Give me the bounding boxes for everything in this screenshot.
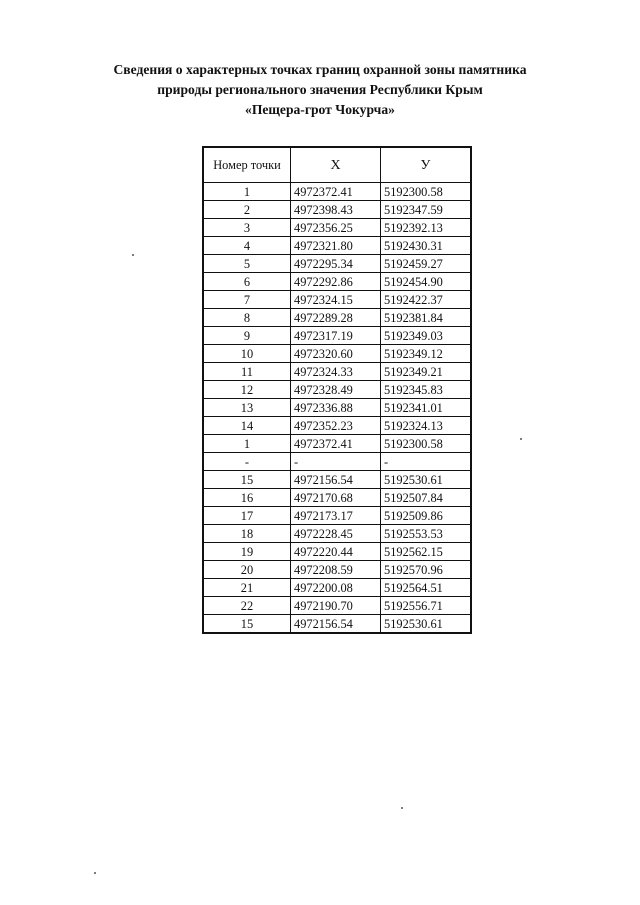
cell-point-number: 1 — [203, 183, 291, 201]
table-row — [203, 615, 471, 634]
table-row — [203, 507, 471, 525]
scan-speck — [520, 438, 522, 440]
cell-x: 4972372.41 — [291, 435, 381, 453]
cell-x: 4972190.70 — [291, 597, 381, 615]
cell-point-number: 17 — [203, 507, 291, 525]
cell-y: - — [381, 453, 472, 471]
cell-x: - — [291, 453, 381, 471]
cell-y: 5192345.83 — [381, 381, 472, 399]
cell-point-number: 15 — [203, 471, 291, 489]
table-row — [203, 417, 471, 435]
title-line-2: природы регионального значения Республики Крым — [157, 82, 483, 97]
cell-point-number: 6 — [203, 273, 291, 291]
cell-point-number: 21 — [203, 579, 291, 597]
table-row — [203, 183, 471, 201]
scan-speck — [94, 872, 96, 874]
cell-point-number: 14 — [203, 417, 291, 435]
cell-point-number: 11 — [203, 363, 291, 381]
table-row — [203, 561, 471, 579]
table-row — [203, 471, 471, 489]
table-row — [203, 579, 471, 597]
cell-point-number: 16 — [203, 489, 291, 507]
cell-y: 5192570.96 — [381, 561, 472, 579]
table-row — [203, 381, 471, 399]
cell-x: 4972156.54 — [291, 471, 381, 489]
cell-y: 5192430.31 — [381, 237, 472, 255]
cell-x: 4972170.68 — [291, 489, 381, 507]
cell-y: 5192324.13 — [381, 417, 472, 435]
cell-y: 5192459.27 — [381, 255, 472, 273]
cell-x: 4972321.80 — [291, 237, 381, 255]
cell-x: 4972289.28 — [291, 309, 381, 327]
cell-point-number: 3 — [203, 219, 291, 237]
cell-x: 4972220.44 — [291, 543, 381, 561]
cell-point-number: 15 — [203, 615, 291, 634]
cell-y: 5192530.61 — [381, 615, 472, 634]
cell-y: 5192349.03 — [381, 327, 472, 345]
header-y: У — [381, 147, 472, 183]
cell-y: 5192564.51 — [381, 579, 472, 597]
cell-x: 4972352.23 — [291, 417, 381, 435]
table-row — [203, 237, 471, 255]
cell-x: 4972200.08 — [291, 579, 381, 597]
header-point-number: Номер точки — [203, 147, 291, 183]
table-row — [203, 345, 471, 363]
cell-x: 4972208.59 — [291, 561, 381, 579]
cell-x: 4972324.33 — [291, 363, 381, 381]
cell-y: 5192454.90 — [381, 273, 472, 291]
cell-y: 5192347.59 — [381, 201, 472, 219]
cell-y: 5192300.58 — [381, 435, 472, 453]
cell-x: 4972156.54 — [291, 615, 381, 634]
cell-x: 4972320.60 — [291, 345, 381, 363]
cell-y: 5192530.61 — [381, 471, 472, 489]
table-row — [203, 219, 471, 237]
table-row — [203, 399, 471, 417]
cell-point-number: 13 — [203, 399, 291, 417]
cell-y: 5192422.37 — [381, 291, 472, 309]
cell-point-number: 12 — [203, 381, 291, 399]
cell-point-number: 22 — [203, 597, 291, 615]
cell-y: 5192341.01 — [381, 399, 472, 417]
table-row — [203, 435, 471, 453]
cell-point-number: 9 — [203, 327, 291, 345]
cell-y: 5192553.53 — [381, 525, 472, 543]
table-row — [203, 327, 471, 345]
cell-x: 4972317.19 — [291, 327, 381, 345]
table-row — [203, 291, 471, 309]
cell-y: 5192349.12 — [381, 345, 472, 363]
cell-y: 5192507.84 — [381, 489, 472, 507]
cell-x: 4972336.88 — [291, 399, 381, 417]
title-line-1: Сведения о характерных точках границ охранной зоны памятника — [113, 62, 527, 77]
cell-point-number: 7 — [203, 291, 291, 309]
document-title — [60, 60, 580, 120]
table-row — [203, 363, 471, 381]
cell-point-number: 2 — [203, 201, 291, 219]
cell-y: 5192349.21 — [381, 363, 472, 381]
cell-point-number: 5 — [203, 255, 291, 273]
table-row — [203, 201, 471, 219]
cell-x: 4972292.86 — [291, 273, 381, 291]
cell-y: 5192562.15 — [381, 543, 472, 561]
table-row — [203, 453, 471, 471]
table-row — [203, 309, 471, 327]
title-line-3: «Пещера-грот Чокурча» — [245, 102, 395, 117]
cell-point-number: 20 — [203, 561, 291, 579]
cell-x: 4972228.45 — [291, 525, 381, 543]
cell-point-number: 4 — [203, 237, 291, 255]
table-header-row — [203, 147, 471, 183]
cell-point-number: - — [203, 453, 291, 471]
cell-y: 5192556.71 — [381, 597, 472, 615]
cell-x: 4972324.15 — [291, 291, 381, 309]
cell-x: 4972356.25 — [291, 219, 381, 237]
cell-point-number: 1 — [203, 435, 291, 453]
scan-speck — [132, 254, 134, 256]
coordinates-table — [202, 146, 472, 634]
table-row — [203, 543, 471, 561]
cell-y: 5192300.58 — [381, 183, 472, 201]
table-row — [203, 525, 471, 543]
cell-y: 5192509.86 — [381, 507, 472, 525]
table-body — [203, 183, 471, 634]
table-row — [203, 597, 471, 615]
cell-y: 5192392.13 — [381, 219, 472, 237]
cell-point-number: 19 — [203, 543, 291, 561]
scan-speck — [401, 807, 403, 809]
table-row — [203, 255, 471, 273]
cell-point-number: 10 — [203, 345, 291, 363]
cell-x: 4972173.17 — [291, 507, 381, 525]
cell-x: 4972372.41 — [291, 183, 381, 201]
cell-x: 4972295.34 — [291, 255, 381, 273]
cell-point-number: 8 — [203, 309, 291, 327]
table-row — [203, 489, 471, 507]
cell-x: 4972328.49 — [291, 381, 381, 399]
cell-y: 5192381.84 — [381, 309, 472, 327]
cell-point-number: 18 — [203, 525, 291, 543]
table-row — [203, 273, 471, 291]
header-x: Х — [291, 147, 381, 183]
cell-x: 4972398.43 — [291, 201, 381, 219]
